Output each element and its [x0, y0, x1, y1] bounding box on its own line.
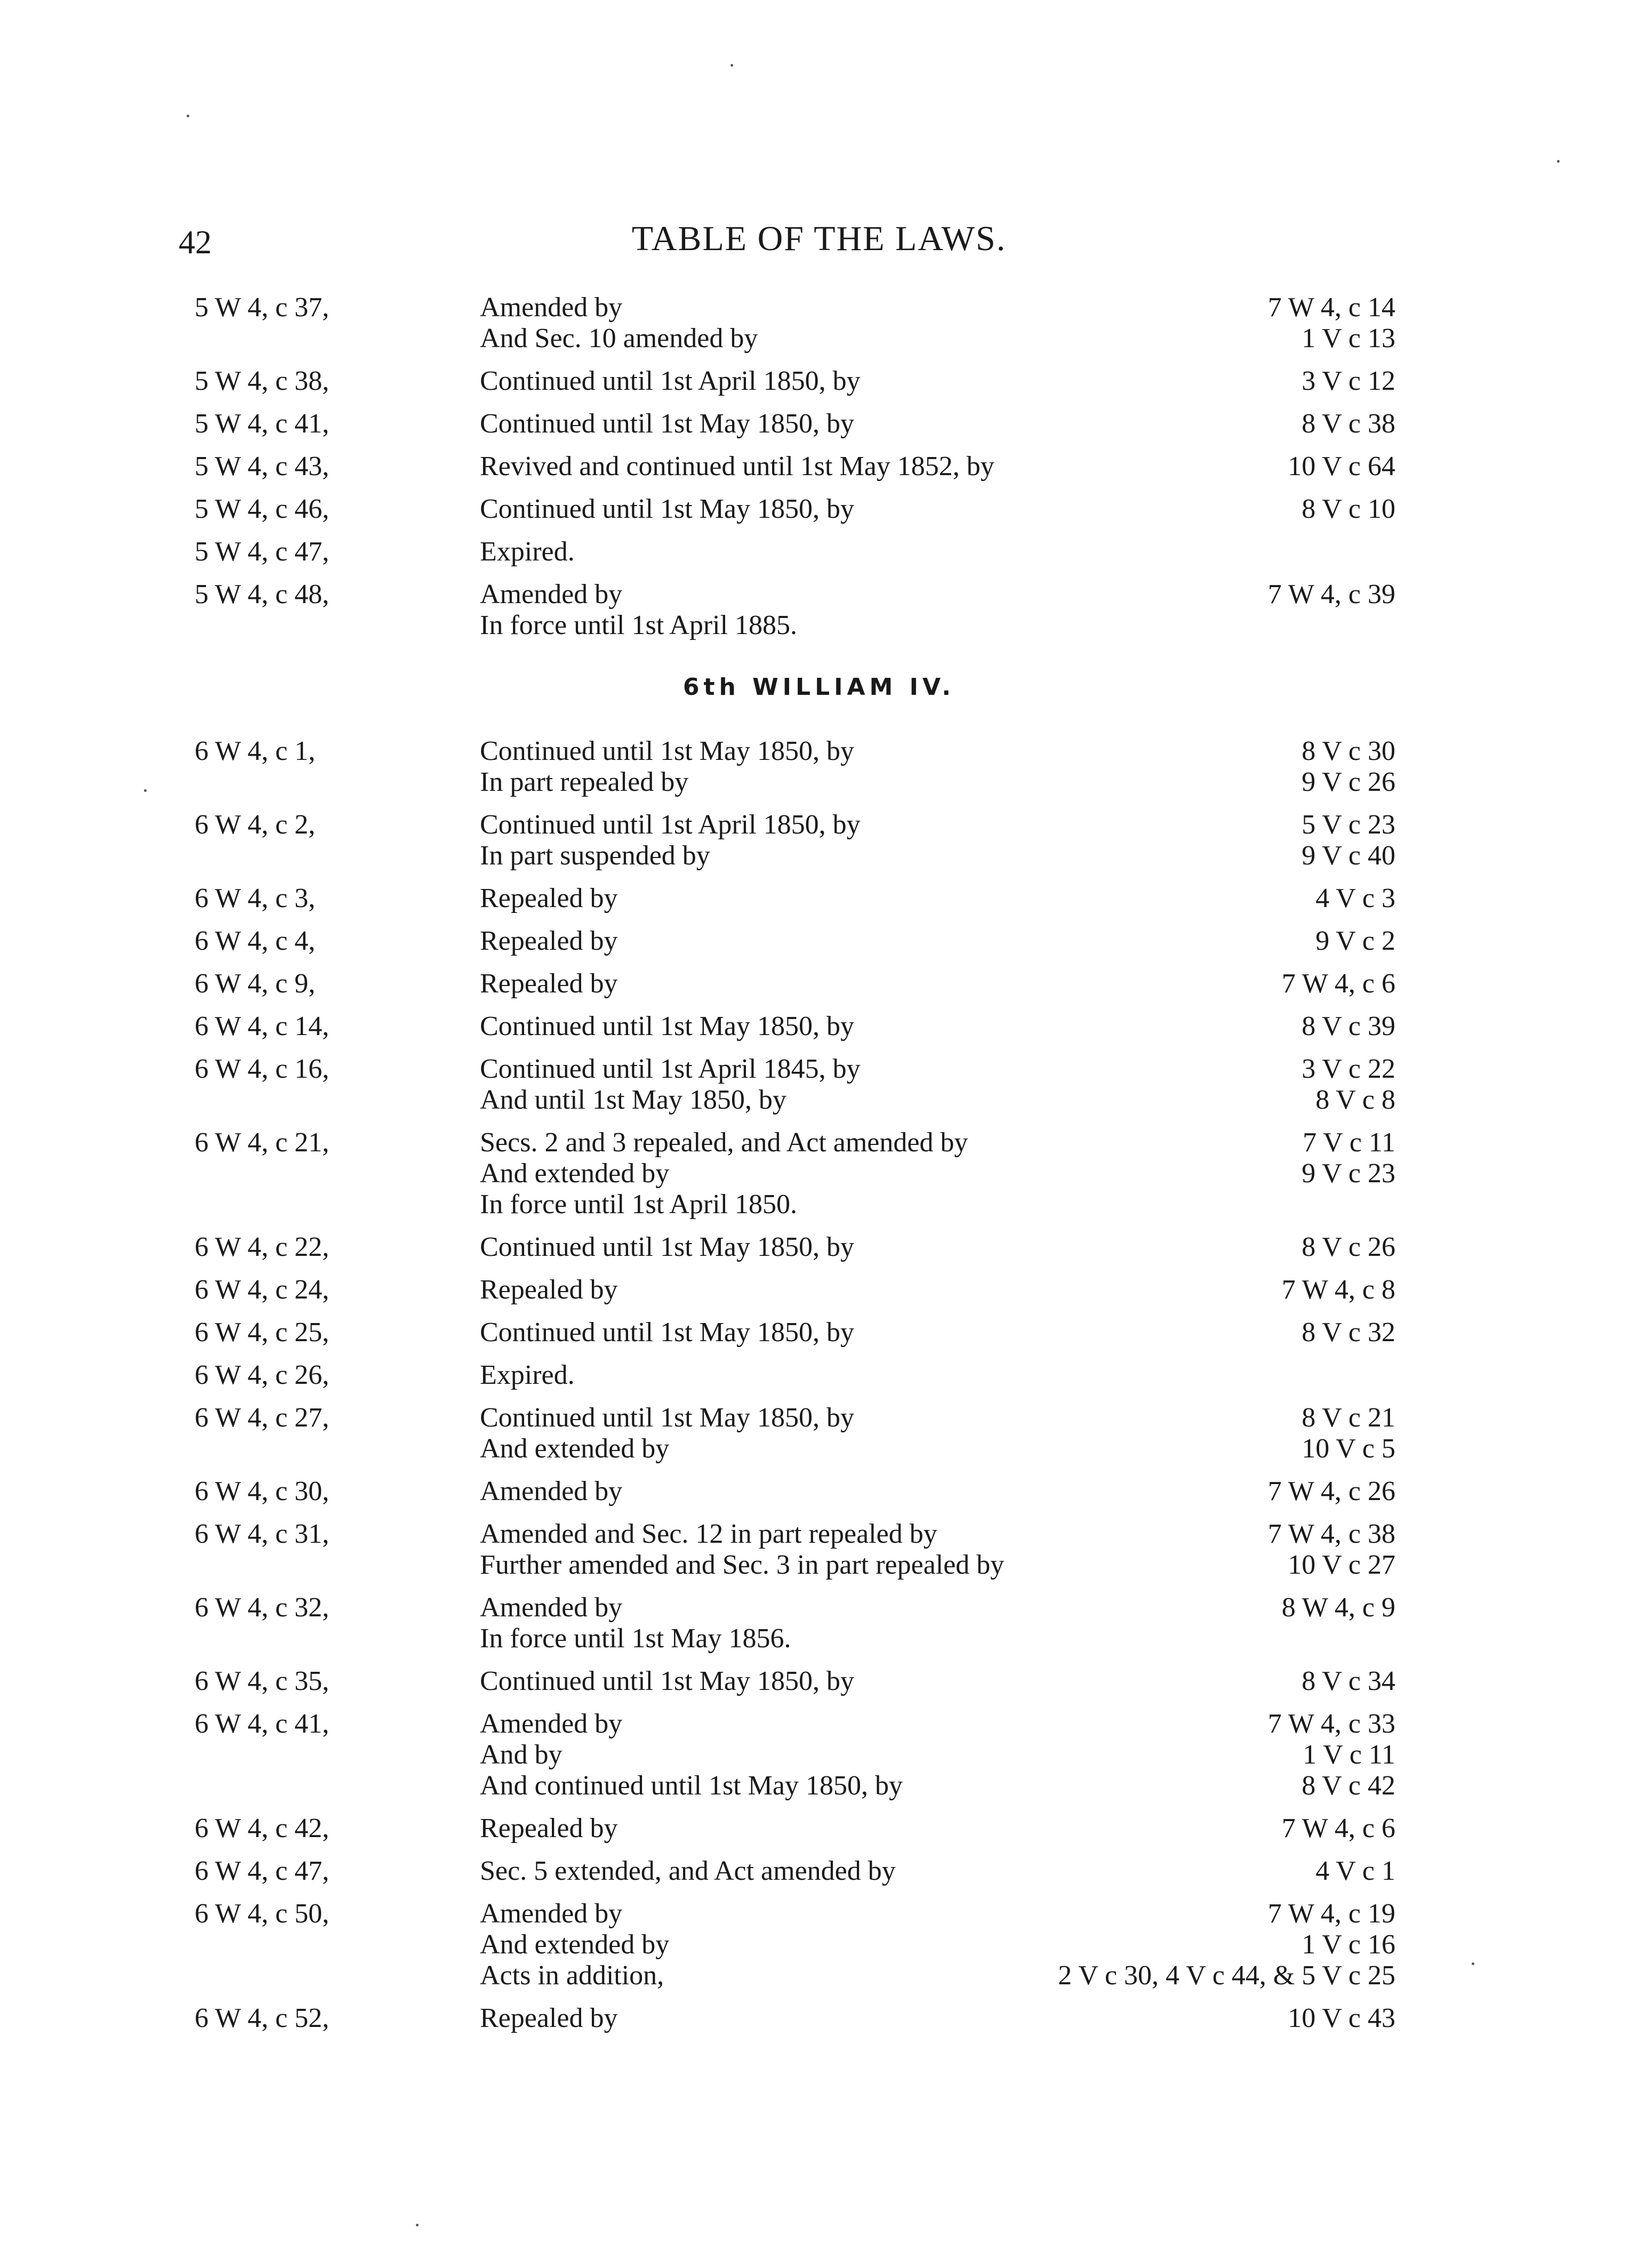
law-entry-line	[0, 1011, 1638, 1042]
act-citation: 5 W 4, c 37,	[195, 292, 330, 323]
act-citation: 6 W 4, c 50,	[195, 1898, 330, 1929]
law-entry	[0, 736, 1638, 798]
act-citation: 6 W 4, c 4,	[195, 926, 316, 956]
law-entry	[0, 810, 1638, 871]
act-citation: 6 W 4, c 14,	[195, 1011, 330, 1041]
law-entry-line	[0, 451, 1638, 482]
law-entry-line	[0, 1740, 1638, 1770]
law-entry-line	[0, 926, 1638, 957]
reference-citation: 7 W 4, c 6	[1281, 968, 1395, 999]
law-entry	[0, 2003, 1638, 2034]
law-entry-line	[0, 536, 1638, 567]
amendment-description: Continued until 1st April 1850, by	[480, 810, 861, 840]
amendment-description: And until 1st May 1850, by	[480, 1085, 786, 1115]
group-6th-william-iv	[0, 736, 1638, 2034]
reference-citation: 4 V c 3	[1315, 883, 1395, 913]
law-entry-line	[0, 1709, 1638, 1740]
law-entry	[0, 1856, 1638, 1887]
print-speck	[187, 115, 189, 117]
law-entry	[0, 1592, 1638, 1654]
act-citation: 6 W 4, c 3,	[195, 883, 316, 913]
reference-citation: 8 V c 8	[1315, 1085, 1395, 1115]
law-entry	[0, 1054, 1638, 1116]
amendment-description: Further amended and Sec. 3 in part repealed by	[480, 1550, 1005, 1580]
amendment-description: And extended by	[480, 1929, 670, 1960]
act-citation: 6 W 4, c 42,	[195, 1813, 330, 1844]
reference-citation: 8 V c 10	[1302, 494, 1395, 524]
act-citation: 6 W 4, c 30,	[195, 1476, 330, 1506]
law-entry	[0, 1127, 1638, 1220]
reference-citation: 8 V c 32	[1302, 1317, 1395, 1348]
amendment-description: Continued until 1st May 1850, by	[480, 1317, 854, 1348]
act-citation: 5 W 4, c 43,	[195, 451, 330, 482]
law-entry	[0, 366, 1638, 397]
law-entry	[0, 536, 1638, 567]
reference-citation: 9 V c 40	[1302, 840, 1395, 871]
amendment-description: In force until 1st April 1885.	[480, 610, 798, 640]
law-entry-line	[0, 1666, 1638, 1697]
reference-citation: 8 V c 42	[1302, 1770, 1395, 1801]
reference-citation: 8 V c 21	[1302, 1403, 1395, 1433]
amendment-description: Amended by	[480, 1898, 623, 1929]
reference-citation: 8 V c 38	[1302, 408, 1395, 439]
amendment-description: Repealed by	[480, 883, 618, 913]
amendment-description: And extended by	[480, 1433, 670, 1464]
reference-citation: 1 V c 16	[1302, 1929, 1395, 1960]
law-entry	[0, 1360, 1638, 1391]
act-citation: 5 W 4, c 38,	[195, 366, 330, 396]
reference-citation: 7 V c 11	[1303, 1127, 1395, 1158]
act-citation: 6 W 4, c 9,	[195, 968, 316, 999]
reference-citation: 7 W 4, c 38	[1267, 1519, 1395, 1549]
reference-citation: 9 V c 2	[1315, 926, 1395, 956]
law-entry-line	[0, 408, 1638, 439]
law-entry-line	[0, 579, 1638, 610]
law-entry	[0, 968, 1638, 999]
amendment-description: Sec. 5 extended, and Act amended by	[480, 1856, 896, 1886]
amendment-description: Repealed by	[480, 1275, 618, 1305]
law-entry-line	[0, 1360, 1638, 1391]
law-entry-line	[0, 292, 1638, 323]
law-entry-line	[0, 840, 1638, 871]
law-entry-line	[0, 1433, 1638, 1464]
amendment-description: In part suspended by	[480, 840, 710, 871]
law-entry	[0, 1813, 1638, 1844]
law-entry-line	[0, 883, 1638, 914]
print-speck	[1472, 1962, 1474, 1965]
law-entry-line	[0, 1127, 1638, 1158]
act-citation: 6 W 4, c 22,	[195, 1232, 330, 1262]
amendment-description: Expired.	[480, 1360, 575, 1390]
law-entry-line	[0, 1054, 1638, 1085]
law-entry-line	[0, 1519, 1638, 1550]
amendment-description: And Sec. 10 amended by	[480, 323, 758, 354]
reference-citation: 7 W 4, c 33	[1267, 1709, 1395, 1739]
section-heading: 6th WILLIAM IV.	[682, 674, 956, 701]
amendment-description: Repealed by	[480, 2003, 618, 2033]
law-entry	[0, 1232, 1638, 1263]
act-citation: 6 W 4, c 31,	[195, 1519, 330, 1549]
amendment-description: And continued until 1st May 1850, by	[480, 1770, 903, 1801]
reference-citation: 9 V c 23	[1302, 1158, 1395, 1189]
reference-citation: 4 V c 1	[1315, 1856, 1395, 1886]
amendment-description: Amended and Sec. 12 in part repealed by	[480, 1519, 937, 1549]
reference-citation: 1 V c 13	[1302, 323, 1395, 354]
reference-citation: 5 V c 23	[1302, 810, 1395, 840]
reference-citation: 8 W 4, c 9	[1281, 1592, 1395, 1623]
law-entry-line	[0, 1770, 1638, 1801]
amendment-description: Repealed by	[480, 968, 618, 999]
reference-citation: 7 W 4, c 8	[1281, 1275, 1395, 1305]
act-citation: 5 W 4, c 47,	[195, 536, 330, 567]
amendment-description: In part repealed by	[480, 767, 689, 797]
amendment-description: Repealed by	[480, 926, 618, 956]
law-entry	[0, 1898, 1638, 1991]
amendment-description: And by	[480, 1740, 563, 1770]
law-entry-line	[0, 1856, 1638, 1887]
law-entry-line	[0, 1592, 1638, 1623]
act-citation: 6 W 4, c 1,	[195, 736, 316, 766]
law-entry	[0, 1275, 1638, 1305]
print-speck	[730, 64, 733, 67]
amendment-description: Continued until 1st May 1850, by	[480, 736, 854, 766]
law-entry	[0, 494, 1638, 525]
reference-citation: 10 V c 27	[1288, 1550, 1395, 1580]
reference-citation: 9 V c 26	[1302, 767, 1395, 797]
reference-citation: 1 V c 11	[1303, 1740, 1395, 1770]
print-speck	[144, 789, 147, 792]
act-citation: 6 W 4, c 35,	[195, 1666, 330, 1696]
act-citation: 5 W 4, c 41,	[195, 408, 330, 439]
reference-citation: 3 V c 22	[1302, 1054, 1395, 1084]
reference-citation: 7 W 4, c 19	[1267, 1898, 1395, 1929]
law-entry-line	[0, 1189, 1638, 1220]
law-entry-line	[0, 323, 1638, 354]
page-number: 42	[179, 225, 212, 261]
act-citation: 6 W 4, c 32,	[195, 1592, 330, 1623]
law-entry-line	[0, 1085, 1638, 1116]
law-entry	[0, 292, 1638, 354]
law-entry-line	[0, 2003, 1638, 2034]
amendment-description: Revived and continued until 1st May 1852, by	[480, 451, 994, 482]
reference-citation: 8 V c 26	[1302, 1232, 1395, 1262]
reference-citation: 10 V c 5	[1302, 1433, 1395, 1464]
print-speck	[416, 2224, 419, 2226]
law-entry-line	[0, 1929, 1638, 1960]
law-entry	[0, 1403, 1638, 1464]
law-entry-line	[0, 1403, 1638, 1433]
law-entry-line	[0, 1550, 1638, 1581]
law-entry-line	[0, 610, 1638, 641]
amendment-description: Continued until 1st April 1845, by	[480, 1054, 861, 1084]
amendment-description: Amended by	[480, 1592, 623, 1623]
amendment-description: Amended by	[480, 1709, 623, 1739]
amendment-description: In force until 1st April 1850.	[480, 1189, 798, 1220]
reference-citation: 7 W 4, c 26	[1267, 1476, 1395, 1506]
law-entry-line	[0, 1275, 1638, 1305]
amendment-description: Continued until 1st April 1850, by	[480, 366, 861, 396]
law-entry	[0, 1476, 1638, 1507]
law-entry-line	[0, 1623, 1638, 1654]
law-entry-line	[0, 1960, 1638, 1991]
amendment-description: Continued until 1st May 1850, by	[480, 1403, 854, 1433]
amendment-description: In force until 1st May 1856.	[480, 1623, 791, 1654]
page-header	[0, 219, 1638, 277]
law-entry-line	[0, 767, 1638, 798]
law-entry	[0, 1317, 1638, 1348]
act-citation: 6 W 4, c 47,	[195, 1856, 330, 1886]
amendment-description: Amended by	[480, 579, 623, 610]
amendment-description: Continued until 1st May 1850, by	[480, 494, 854, 524]
reference-citation: 8 V c 30	[1302, 736, 1395, 766]
law-entry-line	[0, 366, 1638, 397]
law-entry-line	[0, 1232, 1638, 1263]
amendment-description: Repealed by	[480, 1813, 618, 1844]
laws-table	[0, 292, 1638, 2046]
act-citation: 6 W 4, c 27,	[195, 1403, 330, 1433]
law-entry	[0, 408, 1638, 439]
act-citation: 5 W 4, c 46,	[195, 494, 330, 524]
act-citation: 6 W 4, c 21,	[195, 1127, 330, 1158]
amendment-description: Amended by	[480, 292, 623, 323]
amendment-description: Continued until 1st May 1850, by	[480, 1011, 854, 1041]
reference-citation: 8 V c 34	[1302, 1666, 1395, 1696]
amendment-description: Acts in addition,	[480, 1960, 664, 1991]
law-entry-line	[0, 1317, 1638, 1348]
amendment-description: Continued until 1st May 1850, by	[480, 1666, 854, 1696]
act-citation: 6 W 4, c 2,	[195, 810, 316, 840]
act-citation: 6 W 4, c 25,	[195, 1317, 330, 1348]
act-citation: 6 W 4, c 16,	[195, 1054, 330, 1084]
act-citation: 6 W 4, c 52,	[195, 2003, 330, 2033]
act-citation: 6 W 4, c 26,	[195, 1360, 330, 1390]
reference-citation: 7 W 4, c 39	[1267, 579, 1395, 610]
reference-citation: 7 W 4, c 6	[1281, 1813, 1395, 1844]
law-entry	[0, 1519, 1638, 1581]
law-entry-line	[0, 1476, 1638, 1507]
law-entry	[0, 1666, 1638, 1697]
act-citation: 5 W 4, c 48,	[195, 579, 330, 610]
reference-citation: 8 V c 39	[1302, 1011, 1395, 1041]
group-5th-william-iv	[0, 292, 1638, 641]
act-citation: 6 W 4, c 41,	[195, 1709, 330, 1739]
amendment-description: Amended by	[480, 1476, 623, 1506]
law-entry-line	[0, 494, 1638, 525]
print-speck	[1557, 160, 1560, 163]
reference-citation: 10 V c 43	[1288, 2003, 1395, 2033]
law-entry	[0, 1709, 1638, 1801]
law-entry-line	[0, 736, 1638, 767]
amendment-description: Continued until 1st May 1850, by	[480, 1232, 854, 1262]
law-entry	[0, 883, 1638, 914]
law-entry	[0, 451, 1638, 482]
reference-citation: 10 V c 64	[1288, 451, 1395, 482]
law-entry-line	[0, 1158, 1638, 1189]
law-entry-line	[0, 810, 1638, 840]
law-entry	[0, 1011, 1638, 1042]
law-entry-line	[0, 1898, 1638, 1929]
law-entry	[0, 579, 1638, 641]
law-entry-line	[0, 968, 1638, 999]
reference-citation: 3 V c 12	[1302, 366, 1395, 396]
law-entry-line	[0, 1813, 1638, 1844]
amendment-description: And extended by	[480, 1158, 670, 1189]
amendment-description: Expired.	[480, 536, 575, 567]
reference-citation: 2 V c 30, 4 V c 44, & 5 V c 25	[1058, 1960, 1395, 1991]
amendment-description: Secs. 2 and 3 repealed, and Act amended by	[480, 1127, 968, 1158]
reference-citation: 7 W 4, c 14	[1267, 292, 1395, 323]
page-title: TABLE OF THE LAWS.	[631, 219, 1007, 258]
act-citation: 6 W 4, c 24,	[195, 1275, 330, 1305]
amendment-description: Continued until 1st May 1850, by	[480, 408, 854, 439]
law-entry	[0, 926, 1638, 957]
